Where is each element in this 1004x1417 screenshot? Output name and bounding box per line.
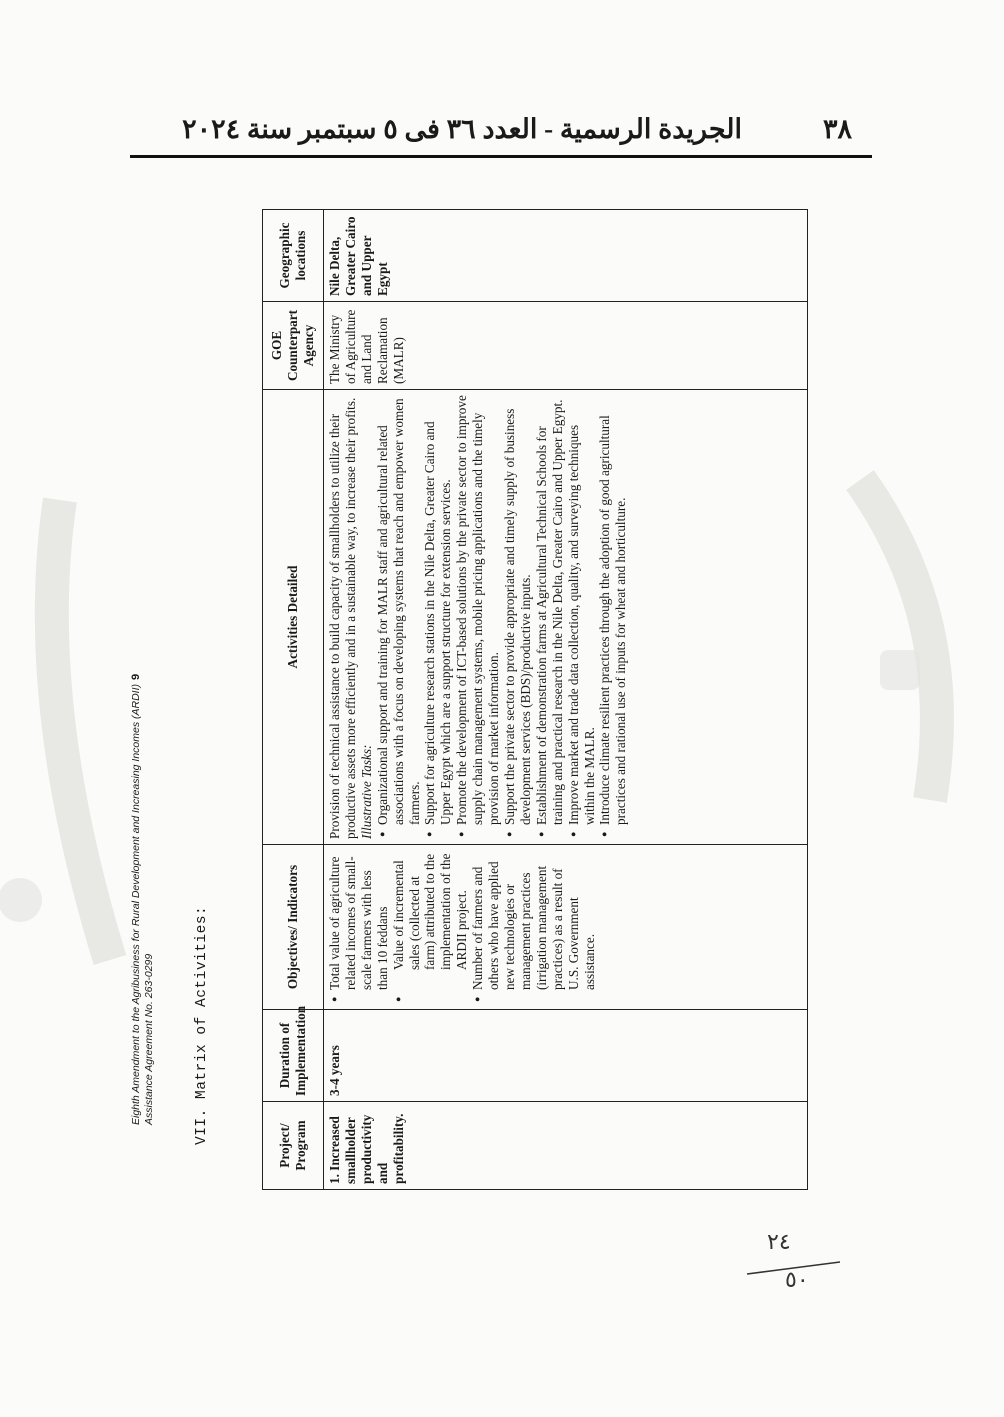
gazette-page-number: ٣٨ [822,114,852,144]
header-duration: Duration of Implementation [263,1010,324,1102]
table-header-row [263,210,324,1190]
task-item: ● Promote the development of ICT-based solutions by the private sector to improve supply chain management systems, mobile pricing applications and the timely provision of market information. [454,395,502,825]
task-item: ● Establishment of demonstration farms at Agricultural Technical Schools for training and practical research in the Nile Delta, Greater Cairo and Upper Egypt. [534,395,566,825]
task-item: ● Improve market and trade data collection, quality, and surveying techniques within the MALR. [566,395,598,825]
cell-activities [324,390,808,845]
objective-item: ● Total value of agriculture related incomes of small-scale farmers with less than 10 feddans [327,850,391,990]
handwritten-annotation: ٢٤ ٥٠ [745,1228,855,1308]
cell-agency: The Ministry of Agriculture and Land Reclamation (MALR) [324,302,808,390]
gazette-header [130,112,872,158]
header-agency: GOE Counterpart Agency [263,302,324,390]
header-project: Project/ Program [263,1102,324,1190]
task-item: ● Support for agriculture research stations in the Nile Delta, Greater Cairo and Upper Egypt which are a support structure for extension services. [422,395,454,825]
task-item: ● Introduce climate resilient practices through the adoption of good agricultural practices and rational use of inputs for wheat and horticulture. [597,395,629,825]
cell-project: 1. Increased smallholder productivity and profitability. [324,1102,808,1190]
gazette-title: الجريدة الرسمية - العدد ٣٦ فى ٥ سبتمبر سنة ٢٠٢٤ [182,114,742,144]
activities-intro: Provision of technical assistance to build capacity of smallholders to utilize their productive assets more efficiently and in a sustainable way, to increase their profits. [327,397,358,839]
table-row [324,210,808,1190]
section-heading: VII. Matrix of Activities: [194,905,210,1145]
header-activities: Activities Detailed [263,390,324,845]
task-item: ● Support the private sector to provide appropriate and timely supply of business development services (BDS)/productive inputs. [502,395,534,825]
cell-duration: 3-4 years [324,1010,808,1102]
objective-item: ● Number of farmers and others who have applied new technologies or management practices (irrigation management practices) as a result of U.S. Government assistance. [470,850,597,990]
illustrative-tasks-label: Illustrative Tasks: [358,744,374,839]
task-item: ● Organizational support and training for MALR staff and agricultural related associations with a focus on developing systems that reach and empower women farmers. [375,395,423,825]
header-locations: Geographic locations [263,210,324,302]
cell-objectives [324,845,808,1010]
activities-matrix-table [262,209,808,1190]
header-objectives: Objectives/ Indicators [263,845,324,1010]
inner-page-number: 9 [130,673,142,680]
rotated-page [130,190,830,1190]
objective-item: ● Value of incremental sales (collected at farm) attributed to the implementation of the ARDII project. [391,850,471,990]
footer-note: Eighth Amendment to the Agribusiness for Rural Development and Increasing Incomes (ARDII) Assistance Agreement No. 263-0299 [130,683,155,1125]
header-rule [130,155,872,158]
cell-locations: Nile Delta, Greater Cairo and Upper Egypt [324,210,808,302]
